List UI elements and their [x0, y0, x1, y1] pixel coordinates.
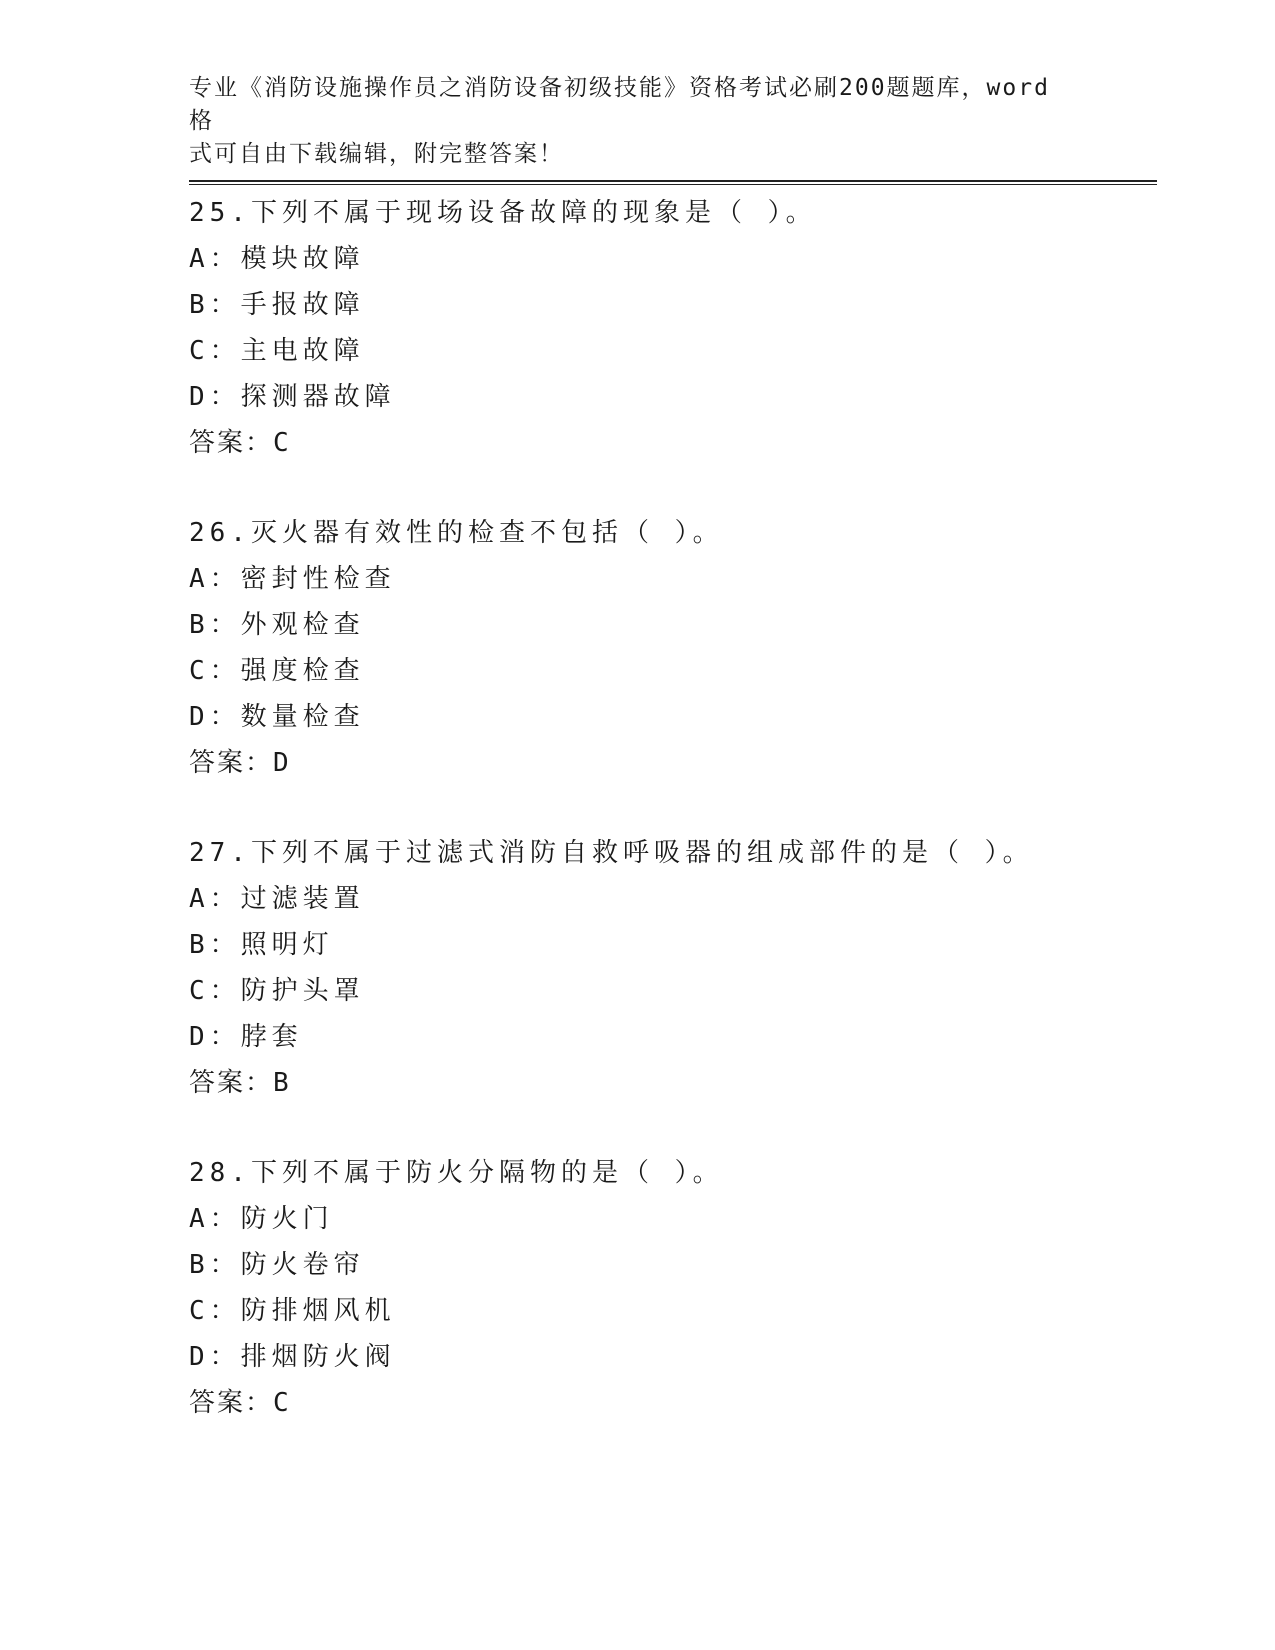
- header-line-2: 式可自由下载编辑，附完整答案！: [189, 141, 564, 167]
- answer: 答案：C: [189, 1388, 291, 1418]
- answer: 答案：B: [189, 1068, 291, 1098]
- option-b: B：照明灯: [189, 930, 334, 960]
- option-a: A：密封性检查: [189, 564, 396, 594]
- option-a: A：防火门: [189, 1204, 334, 1234]
- question-title: 27.下列不属于过滤式消防自救呼吸器的组成部件的是（ ）。: [189, 838, 1034, 868]
- question-title: 28.下列不属于防火分隔物的是（ ）。: [189, 1158, 724, 1188]
- question-list: [189, 190, 1149, 1470]
- option-d: D：脖套: [189, 1022, 303, 1052]
- option-a: A：模块故障: [189, 244, 365, 274]
- answer: 答案：D: [189, 748, 291, 778]
- header-divider: [189, 180, 1157, 185]
- question-26: [189, 510, 1149, 830]
- option-d: D：探测器故障: [189, 382, 396, 412]
- option-b: B：防火卷帘: [189, 1250, 365, 1280]
- question-title: 26.灭火器有效性的检查不包括（ ）。: [189, 518, 724, 548]
- document-header: [189, 72, 1069, 171]
- header-line-1: 专业《消防设施操作员之消防设备初级技能》资格考试必刷200题题库，word格: [189, 75, 1050, 134]
- question-25: [189, 190, 1149, 510]
- question-27: [189, 830, 1149, 1150]
- question-28: [189, 1150, 1149, 1470]
- option-b: B：外观检查: [189, 610, 365, 640]
- option-c: C：防护头罩: [189, 976, 365, 1006]
- question-title: 25.下列不属于现场设备故障的现象是（ ）。: [189, 198, 817, 228]
- option-a: A：过滤装置: [189, 884, 365, 914]
- option-b: B：手报故障: [189, 290, 365, 320]
- option-c: C：主电故障: [189, 336, 365, 366]
- option-c: C：防排烟风机: [189, 1296, 396, 1326]
- answer: 答案：C: [189, 428, 291, 458]
- option-c: C：强度检查: [189, 656, 365, 686]
- option-d: D：数量检查: [189, 702, 365, 732]
- option-d: D：排烟防火阀: [189, 1342, 396, 1372]
